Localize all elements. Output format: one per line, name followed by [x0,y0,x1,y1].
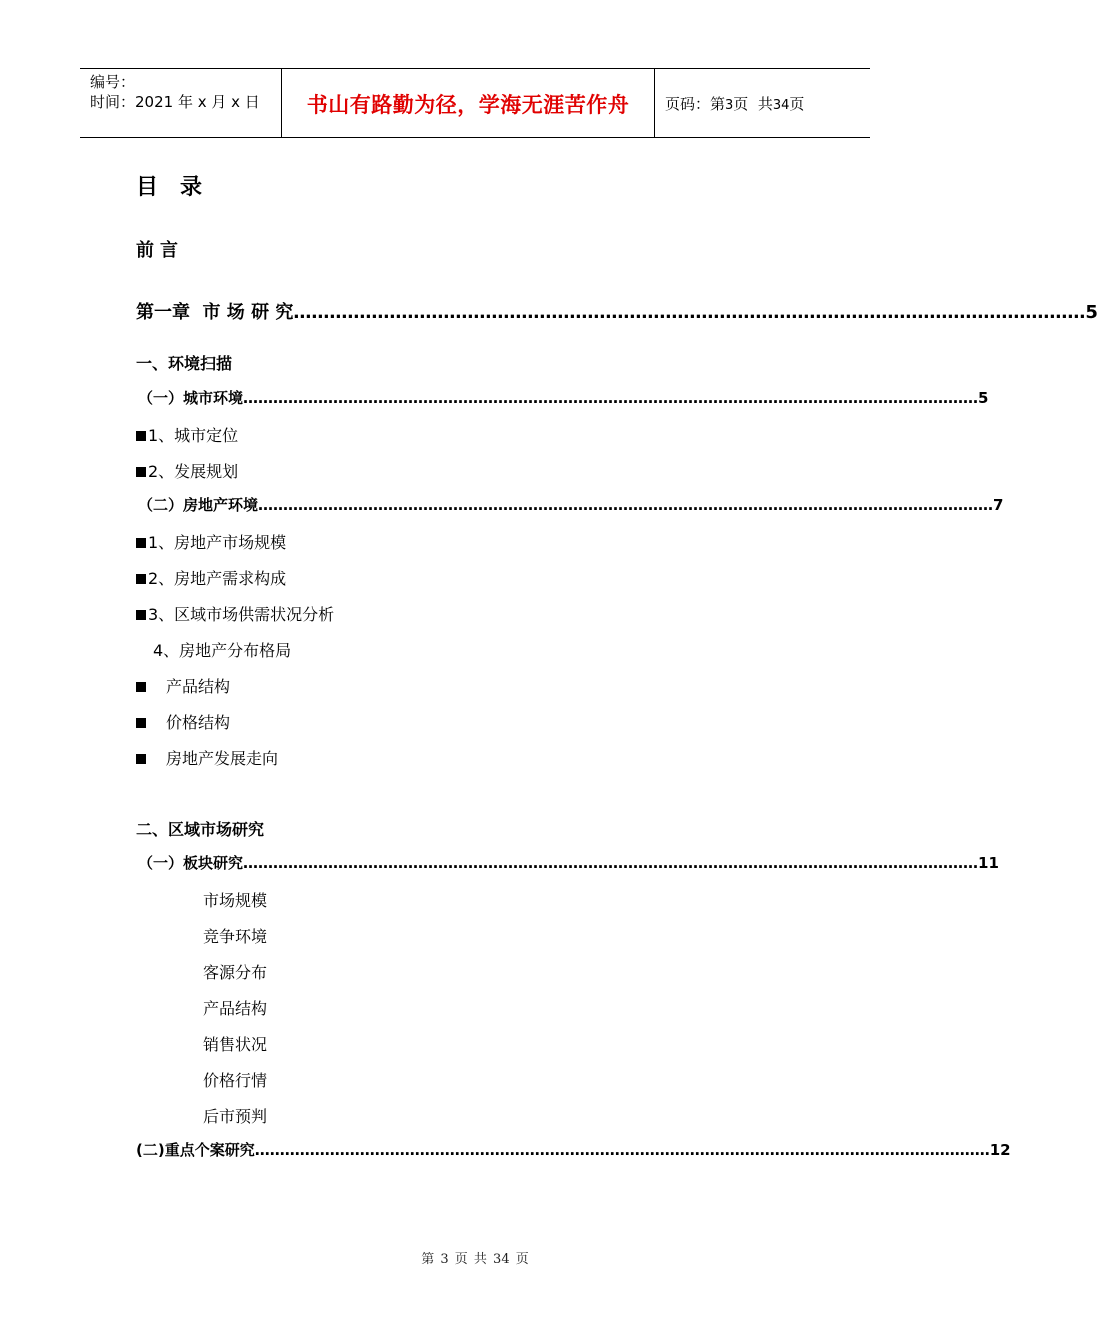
toc-item[interactable]: 1、房地产市场规模 [136,530,286,553]
toc-item[interactable]: 客源分布 [203,963,268,982]
toc-sub-3-page: 11 [978,854,999,872]
toc-sub-4-page: 12 [989,1141,1011,1159]
square-bullet-icon [136,538,146,548]
toc-sub-2[interactable] [138,494,1004,515]
header-middle-cell [282,69,655,137]
page-current: 3 [725,98,734,113]
header-page-info [665,93,804,114]
toc-leader-dots: …………………………………………………………………………………………………………………… [293,302,1086,323]
header-left-cell [80,69,282,137]
page-total: 34 [772,98,790,113]
toc-item[interactable]: 价格行情 [203,1071,268,1090]
toc-chapter-1-label: 第一章 市 场 研 究 [136,302,294,323]
toc-sub-2-label: （二）房地产环境 [138,496,259,514]
toc-leader-dots: ………………………………………………………………………………………………………………………………… [258,496,994,514]
toc-leader-dots: ………………………………………………………………………………………………………………………………… [243,389,979,407]
square-bullet-icon [136,431,146,441]
toc-leader-dots: ………………………………………………………………………………………………………………………………… [243,854,979,872]
toc-sub-1-label: （一）城市环境 [138,389,244,407]
toc-sub-2-page: 7 [993,496,1004,514]
toc-leader-dots: ………………………………………………………………………………………………………………………………… [254,1141,990,1159]
toc-item[interactable]: 2、发展规划 [136,459,238,482]
toc-sub-3[interactable] [138,852,999,873]
date-label: 时间：2021 年 x 月 x 日 [90,93,260,111]
toc-item[interactable]: 后市预判 [203,1107,268,1126]
preface-entry: 前言 [136,240,184,261]
toc-item[interactable]: 房地产发展走向 [136,746,278,769]
toc-sub-4[interactable] [136,1139,1011,1160]
toc-item[interactable]: 4、房地产分布格局 [153,641,292,660]
number-label: 编号： [90,73,136,91]
toc-item[interactable]: 产品结构 [136,674,230,697]
page-header [80,68,870,138]
square-bullet-icon [136,574,146,584]
header-right-cell [655,69,870,137]
toc-chapter-1-page: 5 [1085,302,1098,323]
square-bullet-icon [136,682,146,692]
toc-sub-1-page: 5 [978,389,989,407]
motto: 书山有路勤为径，学海无涯苦作舟 [306,93,630,117]
toc-sub-4-label: (二)重点个案研究 [136,1141,255,1159]
toc-chapter-1[interactable] [136,298,1098,324]
toc-section-2[interactable]: 二、区域市场研究 [136,820,265,839]
toc-item[interactable]: 市场规模 [203,891,268,910]
toc-section-1[interactable]: 一、环境扫描 [136,354,233,373]
toc-item[interactable]: 产品结构 [203,999,268,1018]
toc-sub-1[interactable] [138,387,989,408]
page-prefix: 页码：第 [665,95,726,113]
page-mid: 页 共 [733,95,773,113]
toc-item[interactable]: 竞争环境 [203,927,268,946]
page-footer: 第 3 页 共 34 页 [421,1252,529,1267]
toc-item[interactable]: 1、城市定位 [136,423,238,446]
square-bullet-icon [136,467,146,477]
toc-sub-3-label: （一）板块研究 [138,854,244,872]
square-bullet-icon [136,718,146,728]
page-suffix: 页 [789,95,805,113]
toc-item[interactable]: 2、房地产需求构成 [136,566,286,589]
toc-title: 目录 [136,175,225,200]
toc-item[interactable]: 3、区域市场供需状况分析 [136,602,334,625]
toc-item[interactable]: 价格结构 [136,710,230,733]
square-bullet-icon [136,754,146,764]
toc-item[interactable]: 销售状况 [203,1035,268,1054]
square-bullet-icon [136,610,146,620]
